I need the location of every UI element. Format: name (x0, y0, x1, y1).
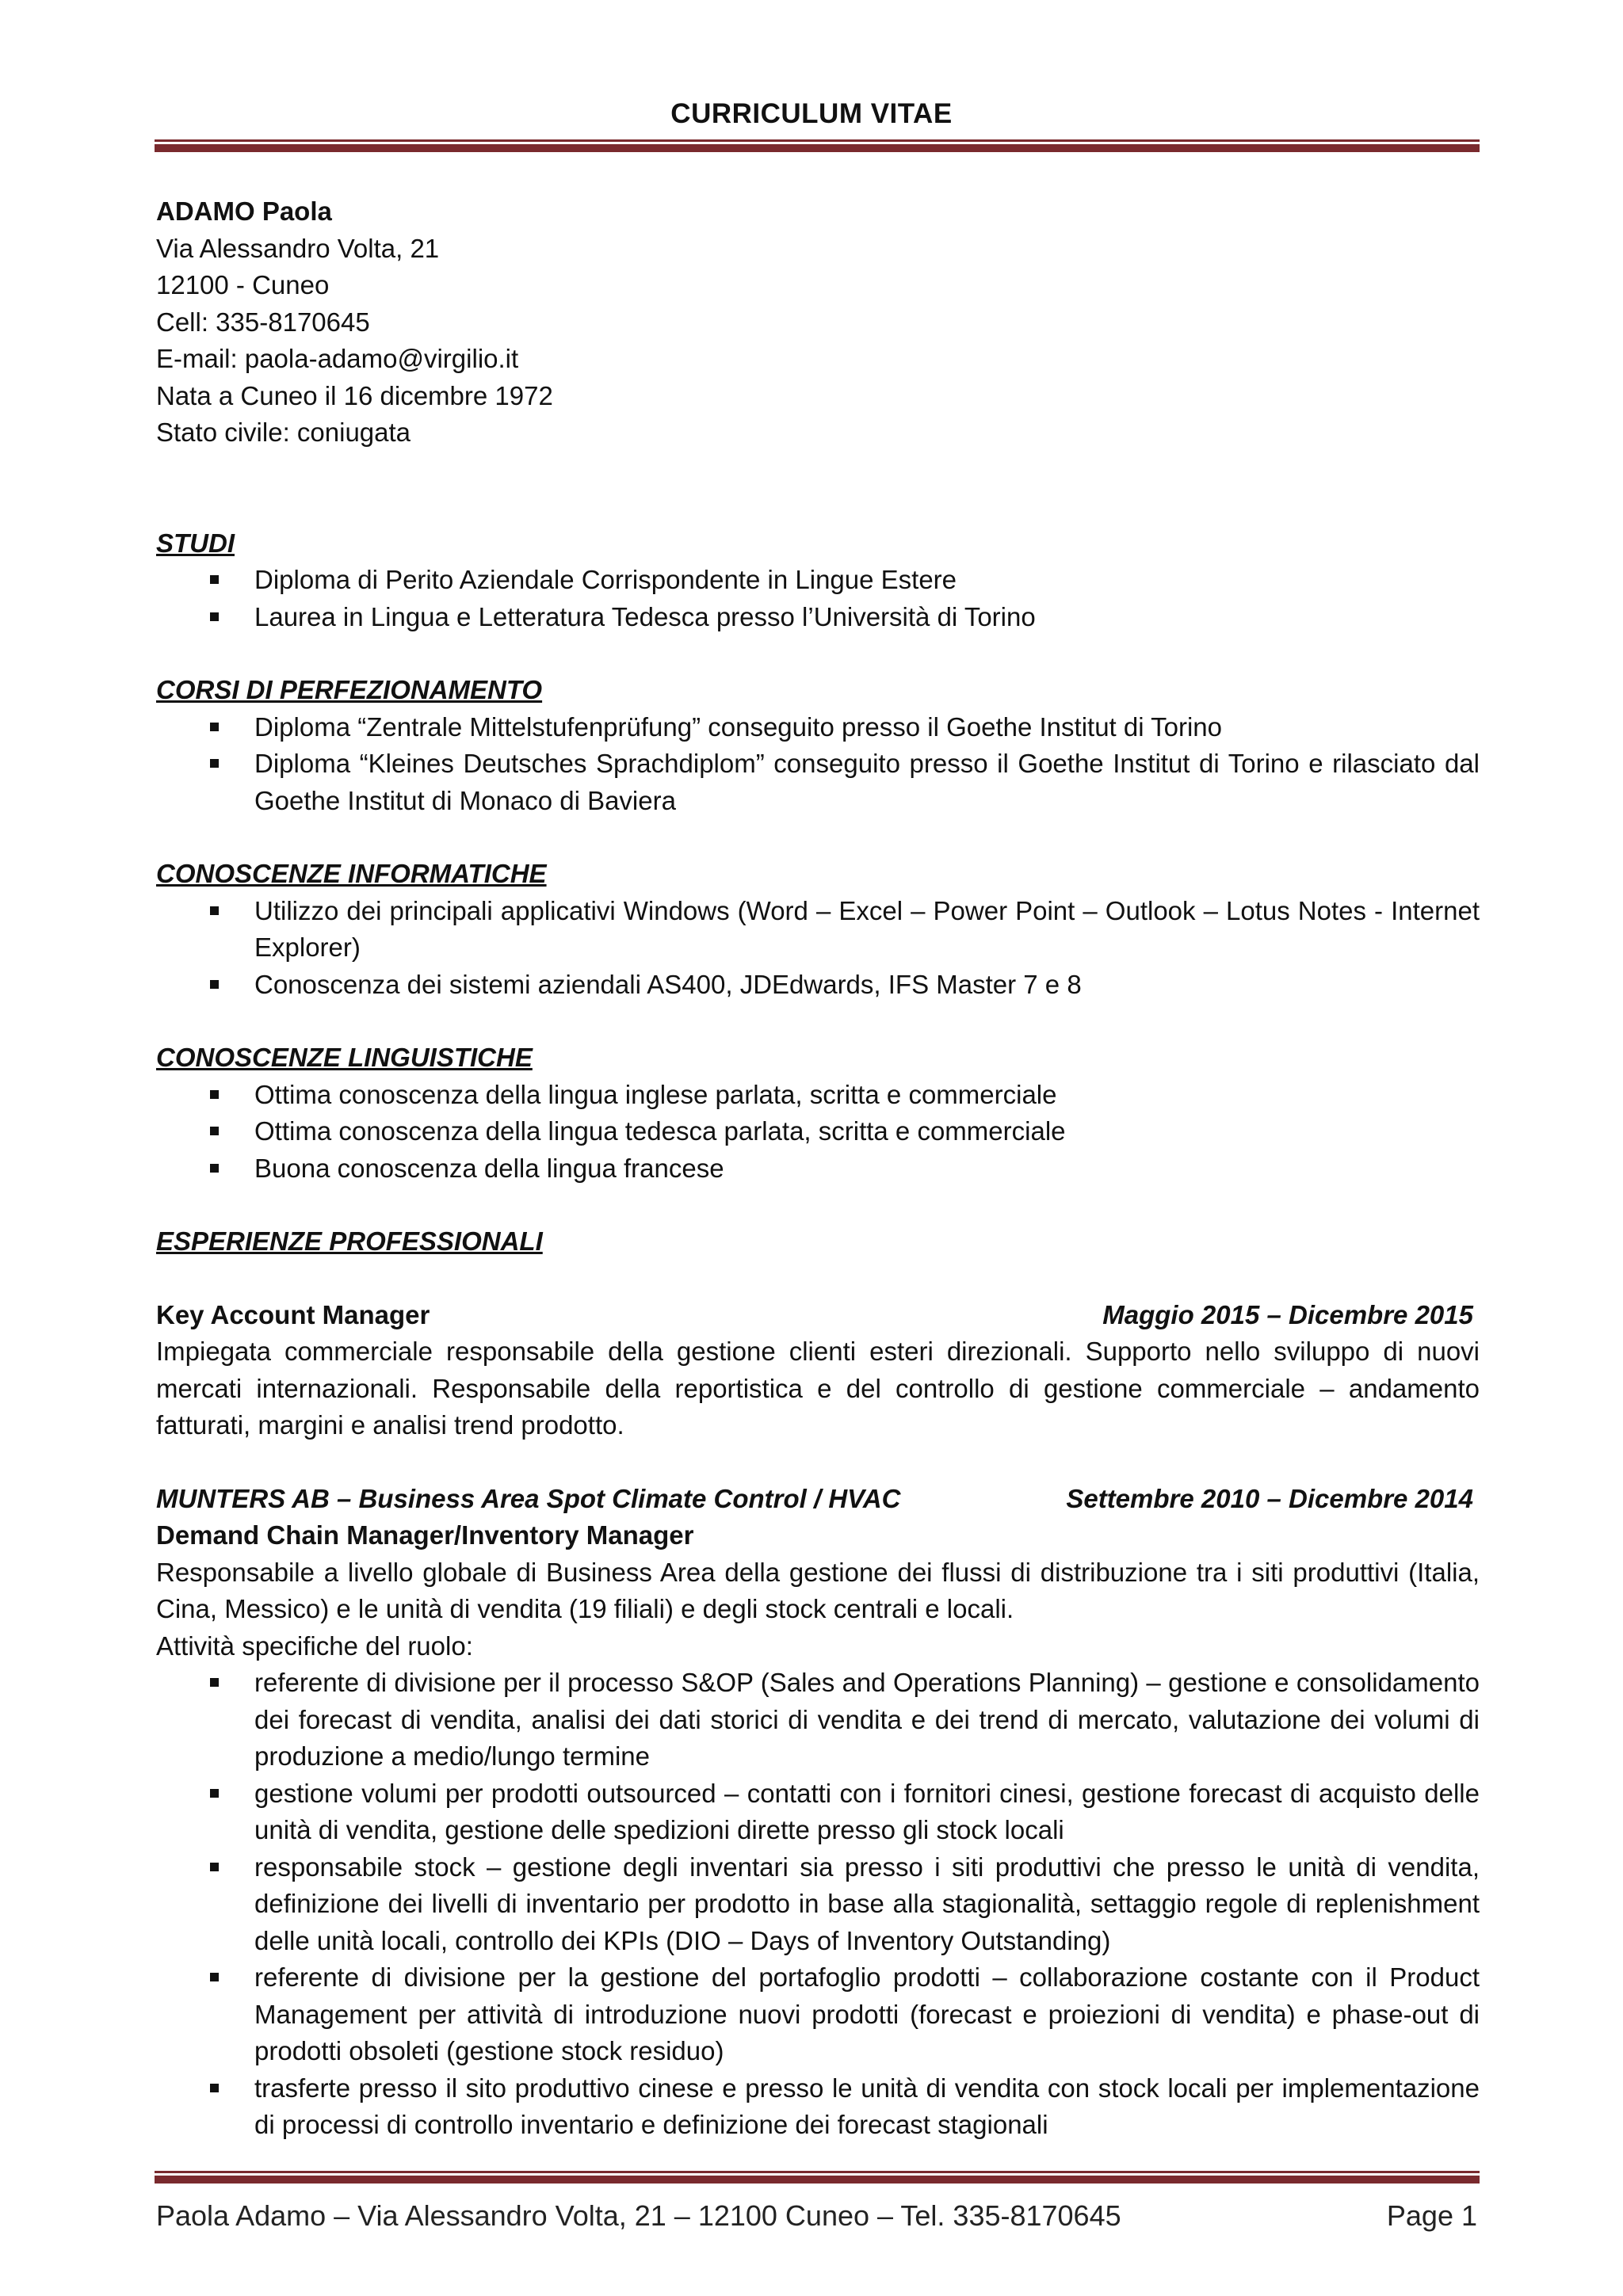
section-esperienze (156, 1223, 1480, 2144)
person-name: ADAMO Paola (156, 196, 332, 226)
section-studi (156, 525, 1480, 636)
list-item: trasferte presso il sito produttivo cinese e presso le unità di vendita con stock locali per implementazione di processi di controllo inventario e definizione dei forecast stagionali (254, 2070, 1480, 2144)
job-header (156, 1297, 1480, 1334)
section-corsi (156, 672, 1480, 819)
linguistiche-list (156, 1077, 1480, 1188)
list-item: Diploma “Zentrale Mittelstufenprüfung” conseguito presso il Goethe Institut di Torino (254, 709, 1480, 746)
section-title-corsi: CORSI DI PERFEZIONAMENTO (156, 675, 543, 704)
section-title-studi: STUDI (156, 528, 235, 558)
job-company: MUNTERS AB – Business Area Spot Climate Control / HVAC (156, 1483, 901, 1513)
list-item: referente di divisione per il processo S&OP (Sales and Operations Planning) – gestione e consolidamento dei forecast di vendita, analisi dei dati storici di vendita e dei trend di mercato, valutazione dei volumi di produzione a medio/lungo termine (254, 1665, 1480, 1775)
studi-list (156, 562, 1480, 635)
section-title-esperienze: ESPERIENZE PROFESSIONALI (156, 1226, 543, 1256)
activities-label: Attività specifiche del ruolo: (156, 1630, 473, 1661)
address-line: Via Alessandro Volta, 21 (156, 233, 440, 263)
corsi-list (156, 709, 1480, 820)
email-line: E-mail: paola-adamo@virgilio.it (156, 344, 519, 373)
cv-content (156, 193, 1480, 2144)
job-period: Settembre 2010 – Dicembre 2014 (1066, 1483, 1473, 1513)
list-item: Buona conoscenza della lingua francese (254, 1150, 1480, 1188)
list-item: Ottima conoscenza della lingua inglese parlata, scritta e commerciale (254, 1077, 1480, 1114)
job-entry (156, 1297, 1480, 1444)
job-period: Maggio 2015 – Dicembre 2015 (1102, 1299, 1473, 1329)
city-line: 12100 - Cuneo (156, 270, 330, 299)
footer-contact: Paola Adamo – Via Alessandro Volta, 21 – 12100 Cuneo – Tel. 335-8170645 (156, 2199, 1121, 2232)
section-title-linguistiche: CONOSCENZE LINGUISTICHE (156, 1043, 533, 1072)
list-item: referente di divisione per la gestione del portafoglio prodotti – collaborazione costante con il Product Management per attività di introduzione nuovi prodotti (forecast e proiezioni di vendita) e phase-out di prodotti obsoleti (gestione stock residuo) (254, 1959, 1480, 2070)
list-item: responsabile stock – gestione degli inventari sia presso i siti produttivi che presso le unità di vendita, definizione dei livelli di inventario per prodotto in base alla stagionalità, settaggio regole di replenishment delle unità locali, controllo dei KPIs (DIO – Days of Inventory Outstanding) (254, 1849, 1480, 1960)
list-item: gestione volumi per prodotti outsourced – contatti con i fornitori cinesi, gestione forecast di acquisto delle unità di vendita, gestione delle spedizioni dirette presso gli stock locali (254, 1775, 1480, 1849)
page-footer (156, 2199, 1477, 2233)
list-item: Diploma “Kleines Deutsches Sprachdiplom” conseguito presso il Goethe Institut di Torino e rilasciato dal Goethe Institut di Monaco di Baviera (254, 746, 1480, 819)
personal-info (156, 193, 1480, 452)
page-number: Page 1 (1386, 2199, 1477, 2232)
informatiche-list (156, 893, 1480, 1004)
birth-line: Nata a Cuneo il 16 dicembre 1972 (156, 380, 553, 410)
job-role: Key Account Manager (156, 1299, 430, 1329)
header-rule (155, 139, 1480, 152)
list-item: Ottima conoscenza della lingua tedesca parlata, scritta e commerciale (254, 1113, 1480, 1150)
job-description: Responsabile a livello globale di Business Area della gestione dei flussi di distribuzione tra i siti produttivi (Italia, Cina, Messico) e le unità di vendita (19 filiali) e degli stock centrali e locali. (156, 1557, 1480, 1623)
section-informatiche (156, 856, 1480, 1003)
job-header (156, 1481, 1480, 1518)
footer-rule (155, 2171, 1480, 2183)
job-description: Impiegata commerciale responsabile della gestione clienti esteri direzionali. Supporto nello sviluppo di nuovi mercati internazionali. Responsabile della reportistica e del controllo di gestione commerciale – andamento fatturati, margini e analisi trend prodotto. (156, 1337, 1480, 1440)
section-title-informatiche: CONOSCENZE INFORMATICHE (156, 859, 547, 888)
job-entry (156, 1481, 1480, 2144)
activities-list (156, 1665, 1480, 2144)
section-linguistiche (156, 1039, 1480, 1187)
list-item: Conoscenza dei sistemi aziendali AS400, JDEdwards, IFS Master 7 e 8 (254, 967, 1480, 1004)
document-title: CURRICULUM VITAE (670, 98, 953, 129)
list-item: Utilizzo dei principali applicativi Windows (Word – Excel – Power Point – Outlook – Lotus Notes - Internet Explorer) (254, 893, 1480, 967)
civil-status-line: Stato civile: coniugata (156, 418, 411, 447)
list-item: Laurea in Lingua e Letteratura Tedesca presso l’Università di Torino (254, 599, 1480, 636)
job-role: Demand Chain Manager/Inventory Manager (156, 1520, 694, 1550)
cell-line: Cell: 335-8170645 (156, 307, 370, 337)
list-item: Diploma di Perito Aziendale Corrispondente in Lingue Estere (254, 562, 1480, 599)
